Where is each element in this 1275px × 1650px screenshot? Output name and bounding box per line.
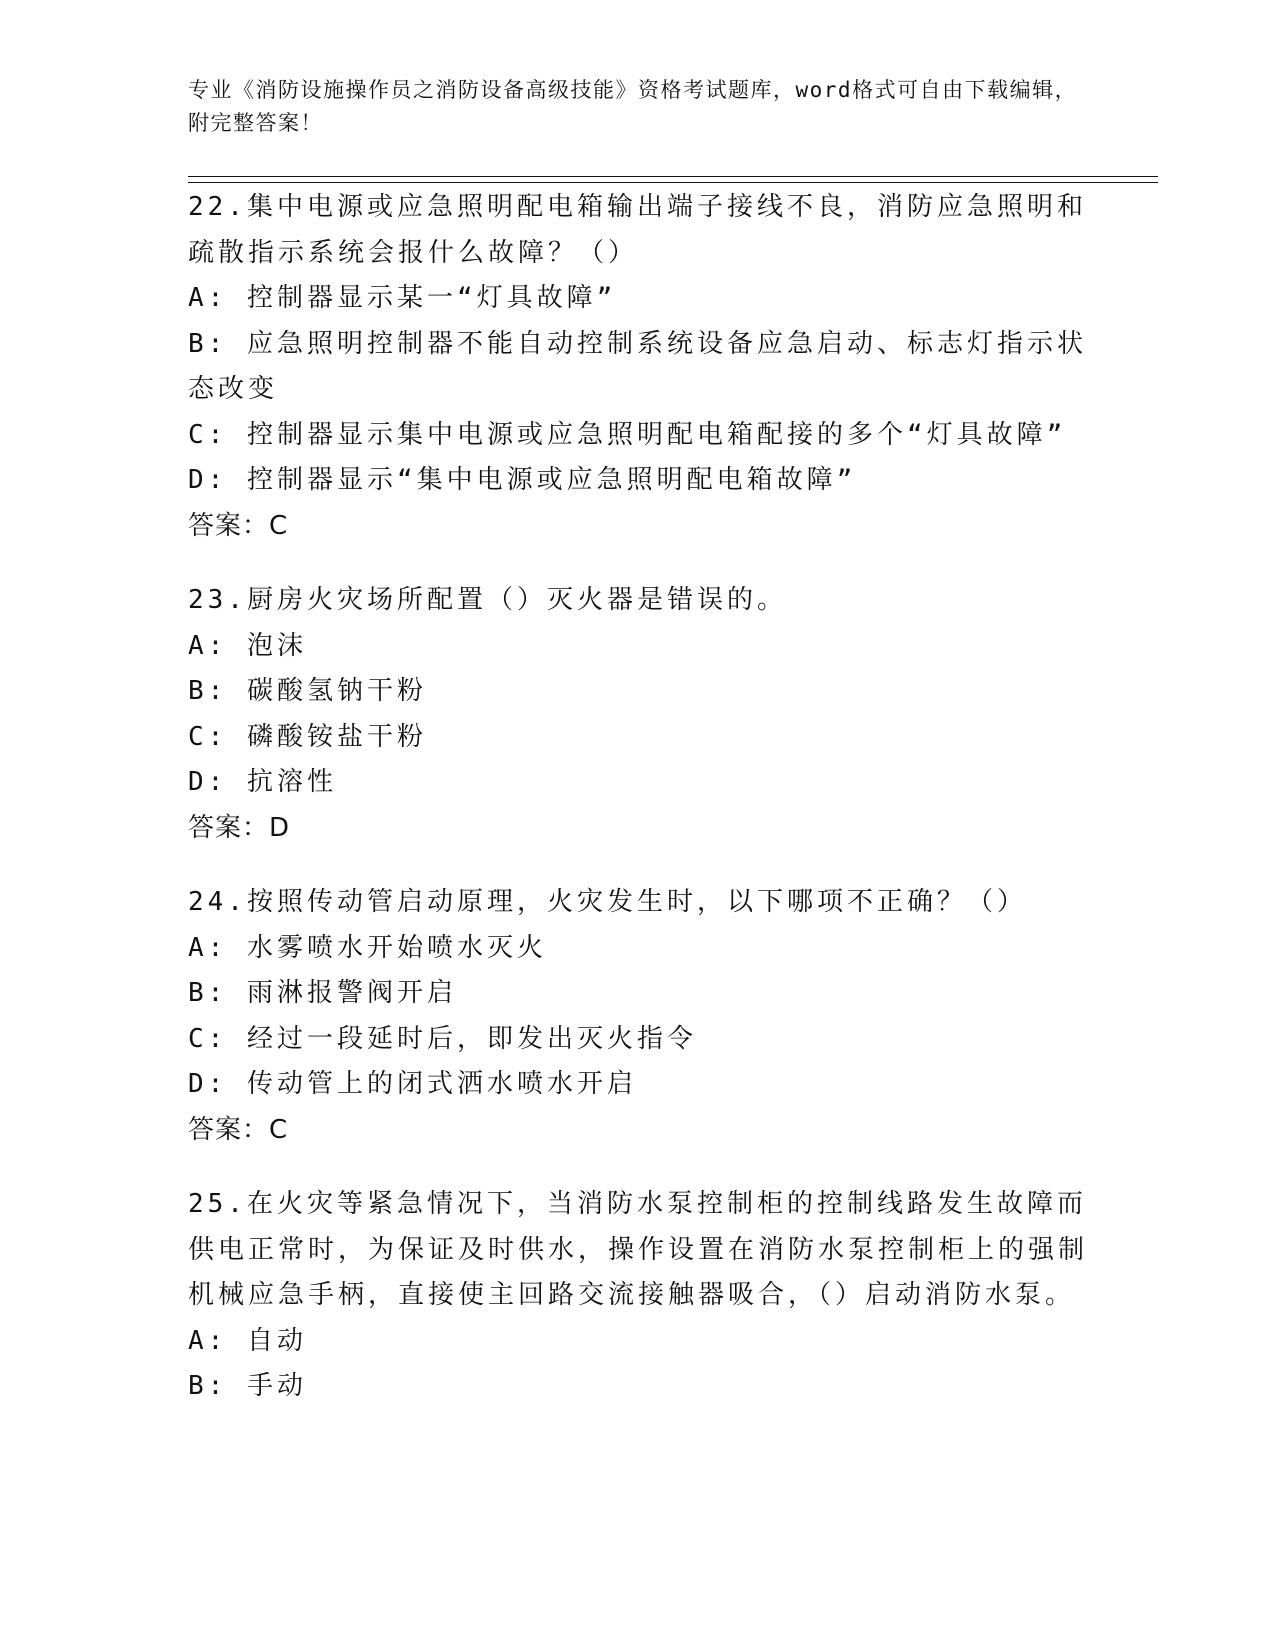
option-b: B: 碳酸氢钠干粉 <box>188 676 427 706</box>
option-c: C: 控制器显示集中电源或应急照明配电箱配接的多个“灯具故障” <box>188 419 1067 450</box>
option-b: B: 手动 <box>188 1371 307 1401</box>
question-24 <box>188 880 1088 1153</box>
question-23 <box>188 578 1088 851</box>
question-text: 23.厨房火灾场所配置（）灭火器是错误的。 <box>188 585 787 615</box>
option-d: D: 传动管上的闭式洒水喷水开启 <box>188 1069 637 1099</box>
option-d: D: 控制器显示“集中电源或应急照明配电箱故障” <box>188 465 857 495</box>
option-b: B: 应急照明控制器不能自动控制系统设备应急启动、标志灯指示状态改变 <box>188 328 1087 404</box>
option-a: A: 泡沫 <box>188 630 307 661</box>
option-c: C: 磷酸铵盐干粉 <box>188 721 427 752</box>
question-list <box>188 185 1088 1439</box>
option-a: A: 自动 <box>188 1325 307 1356</box>
option-a: A: 控制器显示某一“灯具故障” <box>188 283 617 313</box>
option-d: D: 抗溶性 <box>188 767 337 797</box>
option-a: A: 水雾喷水开始喷水灭火 <box>188 932 547 963</box>
question-text: 25.在火灾等紧急情况下，当消防水泵控制柜的控制线路发生故障而供电正常时，为保证及时供水，操作设置在消防水泵控制柜上的强制机械应急手柄，直接使主回路交流接触器吸合，（）启动消防水泵。 <box>188 1189 1089 1310</box>
document-header: 专业《消防设施操作员之消防设备高级技能》资格考试题库，word格式可自由下载编辑，附完整答案！ <box>188 78 1078 135</box>
question-22 <box>188 185 1088 549</box>
option-c: C: 经过一段延时后，即发出灭火指令 <box>188 1023 697 1054</box>
question-text: 24.按照传动管启动原理，火灾发生时，以下哪项不正确？（） <box>188 887 1027 917</box>
answer-line: 答案：C <box>188 510 289 541</box>
question-25 <box>188 1182 1088 1410</box>
answer-line: 答案：D <box>188 812 291 843</box>
header-divider-top <box>188 176 1158 177</box>
header-divider-bottom <box>188 182 1158 183</box>
question-text: 22.集中电源或应急照明配电箱输出端子接线不良，消防应急照明和疏散指示系统会报什么故障？（） <box>188 192 1087 268</box>
answer-line: 答案：C <box>188 1114 289 1145</box>
option-b: B: 雨淋报警阀开启 <box>188 978 457 1008</box>
